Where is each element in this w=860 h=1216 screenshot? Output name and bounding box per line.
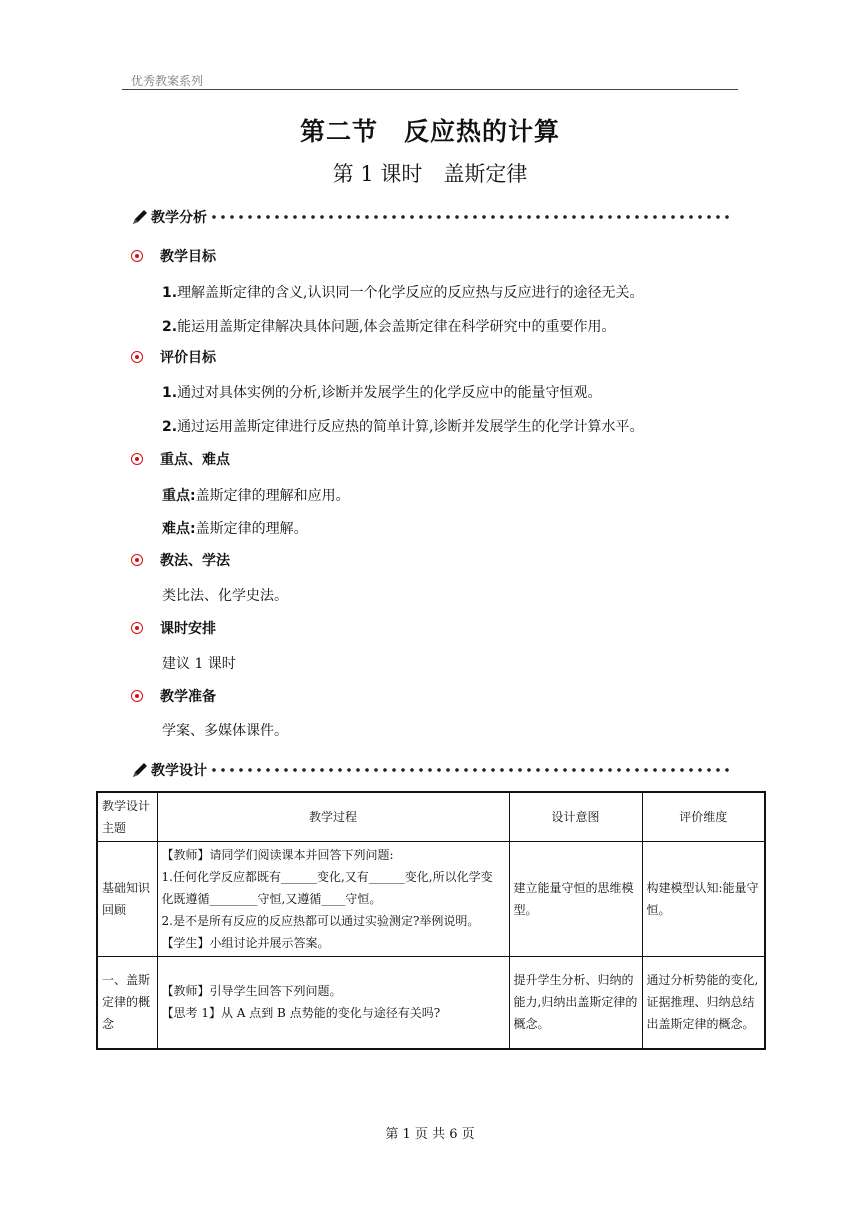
evaluation-item-1 [162, 382, 602, 402]
methods-text: 类比法、化学史法。 [162, 588, 288, 604]
key-point-label: 重点: [162, 488, 196, 504]
process-line: 2.是不是所有反应的反应热都可以通过实验测定?举例说明。 [161, 914, 480, 928]
heading-evaluation-label: 评价目标 [160, 350, 216, 366]
table-header-process: 教学过程 [157, 792, 509, 842]
goal-item-2-number: 2. [162, 319, 178, 335]
heading-prep [131, 686, 216, 706]
goal-item-2-text: 能运用盖斯定律解决具体问题,体会盖斯定律在科学研究中的重要作用。 [177, 319, 616, 335]
page-subtitle: 第 1 课时 盖斯定律 [332, 162, 528, 186]
target-bullet-icon [131, 351, 143, 363]
evaluation-item-2-text: 通过运用盖斯定律进行反应热的简单计算,诊断并发展学生的化学计算水平。 [177, 419, 644, 435]
dotted-divider [211, 212, 731, 222]
heading-goals [131, 246, 216, 266]
goal-item-2 [162, 316, 616, 336]
page-title: 第二节 反应热的计算 [299, 117, 560, 146]
evaluation-item-1-text: 通过对具体实例的分析,诊断并发展学生的化学反应中的能量守恒观。 [177, 385, 602, 401]
section-bar-design [131, 758, 731, 782]
schedule-text: 建议 1 课时 [162, 656, 236, 672]
target-bullet-icon [131, 453, 143, 465]
table-cell-topic: 一、盖斯定律的概念 [97, 957, 157, 1049]
lesson-design-table [96, 791, 766, 1050]
heading-keypoints [131, 449, 230, 469]
heading-schedule [131, 618, 216, 638]
table-row [97, 842, 765, 957]
table-header-topic: 教学设计主题 [97, 792, 157, 842]
goal-item-1 [162, 282, 644, 302]
target-bullet-icon [131, 622, 143, 634]
table-cell-dimension: 构建模型认知:能量守恒。 [642, 842, 765, 957]
heading-methods-label: 教法、学法 [160, 553, 230, 569]
evaluation-item-1-number: 1. [162, 385, 178, 401]
goal-item-1-text: 理解盖斯定律的含义,认识同一个化学反应的反应热与反应进行的途径无关。 [177, 285, 644, 301]
key-point-text: 盖斯定律的理解和应用。 [195, 488, 350, 504]
section-label-design: 教学设计 [151, 763, 207, 779]
table-cell-dimension: 通过分析势能的变化,证据推理、归纳总结出盖斯定律的概念。 [642, 957, 765, 1049]
page-footer: 第 1 页 共 6 页 [385, 1127, 475, 1142]
table-row [97, 957, 765, 1049]
header-rule [122, 89, 738, 90]
heading-keypoints-label: 重点、难点 [160, 452, 230, 468]
header-series: 优秀教案系列 [131, 74, 204, 88]
dotted-divider [211, 765, 731, 775]
target-bullet-icon [131, 690, 143, 702]
table-header-intent: 设计意图 [509, 792, 642, 842]
process-line: 【教师】引导学生回答下列问题。 [161, 984, 342, 999]
hard-point [162, 518, 308, 538]
target-bullet-icon [131, 250, 143, 262]
heading-prep-label: 教学准备 [160, 689, 216, 705]
table-cell-process [157, 842, 509, 957]
pen-icon [131, 208, 149, 226]
table-cell-topic: 基础知识回顾 [97, 842, 157, 957]
table-cell-intent: 提升学生分析、归纳的能力,归纳出盖斯定律的概念。 [509, 957, 642, 1049]
key-point [162, 485, 350, 505]
heading-evaluation [131, 347, 216, 367]
prep-text: 学案、多媒体课件。 [162, 723, 288, 739]
heading-schedule-label: 课时安排 [160, 621, 216, 637]
heading-methods [131, 550, 230, 570]
pen-icon [131, 761, 149, 779]
table-cell-intent: 建立能量守恒的思维模型。 [509, 842, 642, 957]
process-line: 1.任何化学反应都既有______变化,又有______变化,所以化学变化既遵循________守恒,又遵循____守恒。 [161, 870, 493, 906]
hard-point-text: 盖斯定律的理解。 [195, 521, 308, 537]
process-line: 【思考 1】从 A 点到 B 点势能的变化与途径有关吗? [161, 1006, 441, 1021]
heading-goals-label: 教学目标 [160, 249, 216, 265]
table-header-dimension: 评价维度 [642, 792, 765, 842]
evaluation-item-2-number: 2. [162, 419, 178, 435]
table-header-row [97, 792, 765, 842]
evaluation-item-2 [162, 416, 644, 436]
section-bar-analysis [131, 205, 731, 229]
section-label-analysis: 教学分析 [151, 210, 207, 226]
process-line: 【教师】请同学们阅读课本并回答下列问题: [161, 848, 394, 862]
process-line: 【学生】小组讨论并展示答案。 [161, 936, 330, 950]
target-bullet-icon [131, 554, 143, 566]
hard-point-label: 难点: [162, 521, 196, 537]
goal-item-1-number: 1. [162, 285, 178, 301]
table-cell-process [157, 957, 509, 1049]
